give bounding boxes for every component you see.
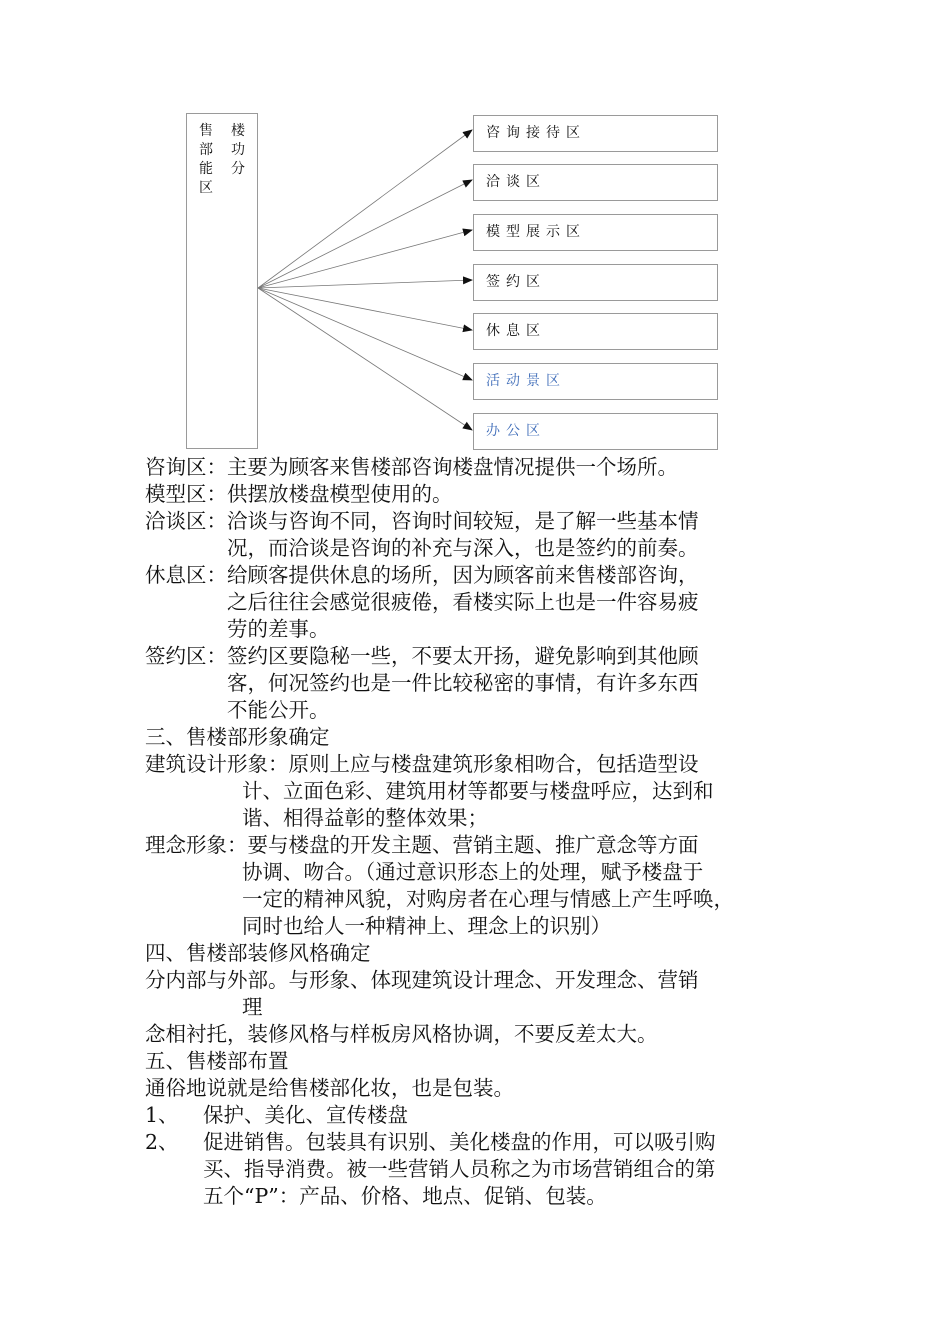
section-4-line: 念相衬托，装修风格与样板房风格协调，不要反差太大。 <box>145 1022 658 1046</box>
list-line: 促进销售。包装具有识别、美化楼盘的作用，可以吸引购 <box>203 1130 716 1154</box>
zone-office: 办公区 <box>473 413 718 450</box>
list-line: 买、指导消费。被一些营销人员称之为市场营销组合的第 <box>203 1157 716 1181</box>
definition-line: 之后往往会感觉很疲倦，看楼实际上也是一件容易疲 <box>227 590 699 614</box>
definition-line: 况，而洽谈是咨询的补充与深入，也是签约的前奏。 <box>227 536 699 560</box>
definition-negotiation <box>145 508 825 562</box>
definition-label: 咨询区： <box>145 455 227 479</box>
arrow-to-zone-6 <box>258 288 472 380</box>
definition-line: 不能公开。 <box>227 698 330 722</box>
image-item-label: 建筑设计形象： <box>145 752 289 776</box>
definition-line: 给顾客提供休息的场所，因为顾客前来售楼部咨询， <box>227 563 699 587</box>
list-number: 2、 <box>145 1130 179 1154</box>
image-item-line: 计、立面色彩、建筑用材等都要与楼盘呼应，达到和 <box>242 779 714 803</box>
image-item-label: 理念形象： <box>145 833 248 857</box>
list-line: 保护、美化、宣传楼盘 <box>203 1103 408 1127</box>
definition-signing <box>145 643 825 724</box>
image-item-concept <box>145 832 825 859</box>
definition-line: 供摆放楼盘模型使用的。 <box>227 482 453 506</box>
document-body <box>145 454 825 1210</box>
image-item-line: 要与楼盘的开发主题、营销主题、推广意念等方面 <box>247 833 699 857</box>
image-item-line: 同时也给人一种精神上、理念上的识别） <box>242 914 611 938</box>
image-item-line: 谐、相得益彰的整体效果； <box>242 806 488 830</box>
zone-negotiation: 洽谈区 <box>473 164 718 201</box>
zone-consultation-reception: 咨询接待区 <box>473 115 718 152</box>
definition-label: 洽谈区： <box>145 509 227 533</box>
definition-consultation <box>145 454 825 481</box>
definition-label: 签约区： <box>145 644 227 668</box>
definition-line: 客，何况签约也是一件比较秘密的事情，有许多东西 <box>227 671 699 695</box>
definition-line: 洽谈与咨询不同，咨询时间较短，是了解一些基本情 <box>227 509 699 533</box>
list-number: 1、 <box>145 1103 179 1127</box>
source-label-left: 售部能区 <box>199 123 215 196</box>
zone-activity-scenery: 活动景区 <box>473 363 718 400</box>
zone-model-display: 模型展示区 <box>473 214 718 251</box>
zone-signing: 签约区 <box>473 264 718 301</box>
section-5-heading: 五、售楼部布置 <box>145 1049 289 1073</box>
definition-line: 主要为顾客来售楼部咨询楼盘情况提供一个场所。 <box>227 455 678 479</box>
arrow-to-zone-3 <box>258 230 472 288</box>
section-4-line: 分内部与外部。与形象、体现建筑设计理念、开发理念、营销 <box>145 968 699 992</box>
definition-line: 劳的差事。 <box>227 617 330 641</box>
zone-rest: 休息区 <box>473 313 718 350</box>
image-item-line: 原则上应与楼盘建筑形象相吻合，包括造型设 <box>288 752 699 776</box>
arrow-to-zone-4 <box>258 280 472 288</box>
section-5-intro: 通俗地说就是给售楼部化妆，也是包装。 <box>145 1076 514 1100</box>
arrow-to-zone-1 <box>258 130 472 288</box>
definition-label: 模型区： <box>145 482 227 506</box>
sales-office-zones-diagram <box>0 0 950 460</box>
list-item-2 <box>145 1129 825 1210</box>
list-item-1 <box>145 1102 825 1129</box>
definition-line: 签约区要隐秘一些，不要太开扬，避免影响到其他顾 <box>227 644 699 668</box>
image-item-architecture <box>145 751 825 778</box>
section-4-line-continuation: 理 <box>242 995 263 1019</box>
section-3-heading: 三、售楼部形象确定 <box>145 725 330 749</box>
definition-model <box>145 481 825 508</box>
image-item-line: 协调、吻合。（通过意识形态上的处理，赋予楼盘于 <box>242 860 704 884</box>
list-line: 五个“P”：产品、价格、地点、促销、包装。 <box>203 1184 607 1208</box>
arrow-to-zone-2 <box>258 180 472 288</box>
section-4-heading: 四、售楼部装修风格确定 <box>145 941 371 965</box>
source-label-right: 楼功分 <box>231 123 247 177</box>
definition-label: 休息区： <box>145 563 227 587</box>
image-item-line: 一定的精神风貌，对购房者在心理与情感上产生呼唤， <box>242 887 734 911</box>
definition-rest <box>145 562 825 643</box>
